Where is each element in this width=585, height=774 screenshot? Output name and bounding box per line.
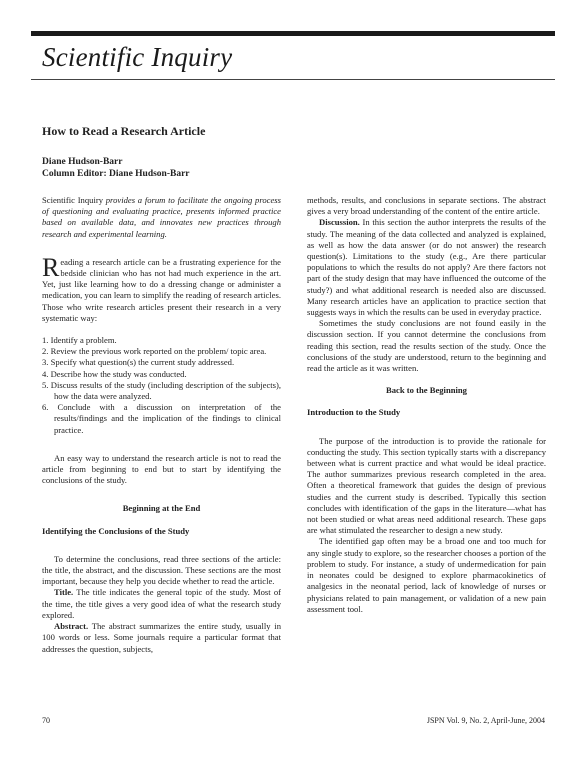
right-column (307, 195, 546, 615)
paragraph: Discussion. In this section the author interprets the results of the study. The meaning of the data collected and analyzed is explained, as well as how the data answer (or do not answer) the research question(s). Limitations to the study (e.g., Are there particular populations to which the results do not apply? Are there factors not part of the study design that may have influenced the outcome of the study?) and what additional research is needed also are discussed. Many research articles have an application to practice section that suggests ways in which the results can be used in everyday practice. (307, 217, 546, 318)
section-heading: Back to the Beginning (386, 385, 467, 396)
opening-paragraph: Reading a research article can be a frustrating experience for the bedside clinician who has not had much experience in the art. Yet, just like learning how to do a dressing change or administer a medication, you can learn to simplify the reading of research articles. Those who write research articles present their research in a very systematic way: (42, 252, 281, 323)
list-item: 3. Specify what question(s) the current study addressed. (42, 357, 235, 368)
paragraph: To determine the conclusions, read three sections of the article: the title, the abstract, and the discussion. These sections are the most important, because they help you decide whether to read the article. (42, 553, 281, 587)
article-title: How to Read a Research Article (42, 124, 206, 138)
paragraph: Sometimes the study conclusions are not found easily in the discussion section. If you cannot determine the conclusions from reading this section, read the results section of the study. Once the conclusions of the study are understood, return to the beginning and read the article as it was written. (307, 318, 546, 374)
column-editor: Column Editor: Diane Hudson-Barr (42, 169, 190, 179)
header-rule (31, 79, 555, 80)
author-name: Diane Hudson-Barr (42, 157, 123, 167)
list-item: 5. Discuss results of the study (including description of the subjects), how the data were analyzed. (42, 379, 281, 402)
paragraph: Abstract. The abstract summarizes the entire study, usually in 100 words or less. Some journals require a particular format that addresses the question, subjects, (42, 621, 281, 654)
list-item: 1. Identify a problem. (42, 335, 117, 346)
column-intro: Scientific Inquiry provides a forum to facilitate the ongoing process of questioning and evaluating practice, presents informed practice based on available data, and innovates new practices through research and experimental learning. (42, 195, 281, 239)
paragraph: methods, results, and conclusions in separate sections. The abstract gives a very broad understanding of the content of the entire article. (307, 195, 546, 217)
subsection-heading: Introduction to the Study (307, 407, 401, 418)
list-item: 6. Conclude with a discussion on interpretation of the results/findings and the implication of the findings to clinical practice. (42, 402, 281, 435)
left-column (42, 195, 281, 655)
section-heading: Beginning at the End (122, 503, 201, 514)
paragraph: The identified gap often may be a broad one and too much for any single study to explore, so the researcher chooses a portion of the problem to study. For instance, a study of undermedication for pain in neonates could be designed to explore pharmacokinetics of analgesics in the neonatal period, lack of knowledge of nurses or physicians related to pain management, or validation of a new pain assessment tool. (307, 536, 546, 614)
top-rule (31, 31, 555, 36)
list-item: 2. Review the previous work reported on the problem/ topic area. (42, 346, 267, 357)
page-number: 70 (42, 716, 50, 725)
paragraph: The purpose of the introduction is to provide the rationale for conducting the study. This section typically starts with a discrepancy between what is current practice and what would be ideal practice. The author summarizes previous research completed in the area. Often a theoretical framework that guides the design of previous studies and the current study is described. Typically this section concludes with identification of the gaps in the literature—what has not been studied or what areas need additional research. These gaps are what stimulated the researcher to design a new study. (307, 435, 546, 536)
paragraph: An easy way to understand the research article is not to read the article from beginning to end but to start by identifying the conclusions of the study. (42, 452, 281, 486)
steps-list (42, 335, 281, 436)
list-item: 4. Describe how the study was conducted. (42, 368, 187, 379)
paragraph: Title. The title indicates the general topic of the study. Most of the time, the title gives a very good idea of what the research study explored. (42, 587, 281, 620)
subsection-heading: Identifying the Conclusions of the Study (42, 525, 190, 536)
drop-cap: R (42, 252, 60, 282)
section-title: Scientific Inquiry (42, 42, 233, 72)
journal-citation: JSPN Vol. 9, No. 2, April-June, 2004 (426, 716, 545, 725)
